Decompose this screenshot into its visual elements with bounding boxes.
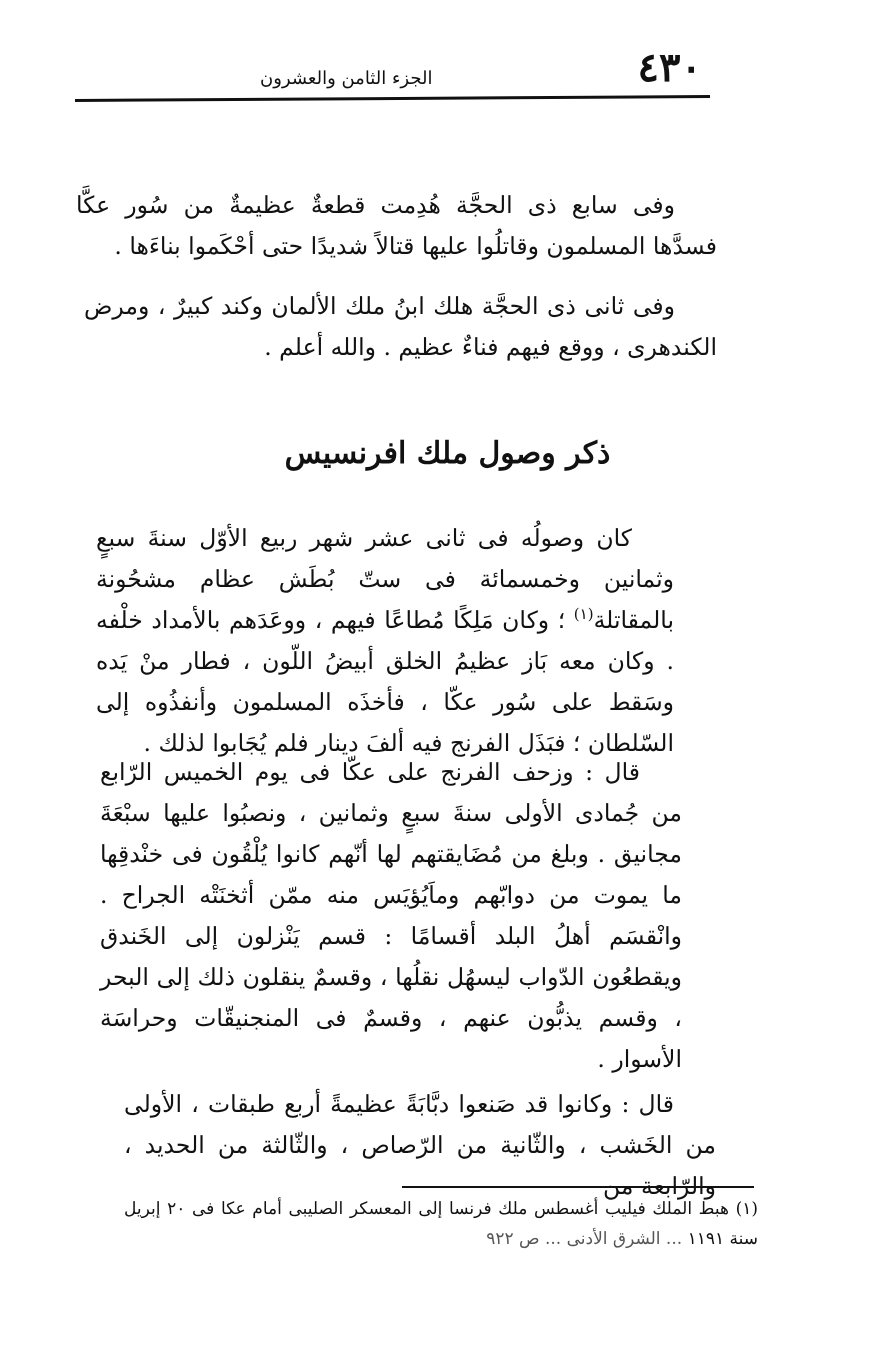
header-rule [75,95,710,102]
footnote-reference[interactable]: (١) [573,605,594,624]
footnote-text-a: هبط الملك فيليب أغسطس ملك فرنسا إلى المعسكر الصليبى أمام عكا فى ٢٠ إبريل سنة [124,1199,758,1249]
paragraph-3-text-a: كان وصولُه فى ثانى عشر شهر ربيع الأوّل سنةَ سبعٍ وثمانين وخمسمائة فى ستّ بُطَش عظام مشحُونة بالمقاتلة [96,524,674,634]
page-header [75,44,710,112]
paragraph-1-text: وفى سابع ذى الحجَّة هُدِمت قطعةٌ عظيمةٌ من سُور عكَّا فسدَّها المسلمون وقاتلُوا عليها قتالاً شديدًا حتى أحْكَموا بناءَها . [76,191,717,260]
footnote-rule [402,1186,754,1188]
section-title: ذكر وصول ملك افرنسيس [284,436,611,471]
footnote-marker: (١) [735,1199,758,1219]
paragraph-1 [76,185,717,267]
paragraph-4-text: قال : وزحف الفرنج على عكّا فى يوم الخميس الرّابع من جُمادى الأولى سنةَ سبعٍ وثمانين ، ونصبُوا عليها سبْعَةَ مجانيق . وبلغ من مُضَايقتهم لها أنّهم كانوا يُلْقُون فى خنْدقِها ما يموت من دوابّهم وماَيُؤيَس منه ممّن أثخنَتْه الجراح . وانْقسَم أهلُ البلد أقسامًا : قسم يَنْزلون إلى الخَندق ويقطعُون الدّواب ليسهُل نقلُها ، وقسمٌ ينقلون ذلك إلى البحر ، وقسم يذبُّون عنهم ، وقسمٌ فى المنجنيقّات وحراسَة الأسوار . [100,758,682,1073]
paragraph-5 [124,1084,716,1207]
paragraph-4 [100,752,682,1080]
paragraph-3 [96,518,674,764]
page-number: ٤٣٠ [637,44,702,91]
footnote-year: ١١٩١ [687,1229,725,1249]
paragraph-2-text: وفى ثانى ذى الحجَّة هلك ابنُ ملك الألمان وكند كبيرٌ ، ومرض الكندهرى ، ووقع فيهم فناءٌ عظيم . والله أعلم . [84,292,717,361]
footnote [124,1194,758,1254]
footnote-text-c: ... الشرق الأدنى ... ص ٩٢٢ [486,1229,688,1249]
paragraph-5-text: قال : وكانوا قد صَنعوا دبَّابَةً عظيمةً أربع طبقات ، الأولى من الخَشب ، والثّانية من الرّصاص ، والثّالثة من الحديد ، والرّابعة من [124,1090,716,1200]
paragraph-3-text-b: ؛ وكان مَلِكًا مُطاعًا فيهم ، ووعَدَهم بالأمداد خلْفه . وكان معه بَاز عظيمُ الخلق أبيضُ اللّون ، فطار منْ يَده وسَقط على سُور عكّا ، فأخذَه المسلمون وأنفذُوه إلى السّلطان ؛ فبَذَل الفرنج فيه ألفَ دينار فلم يُجَابوا لذلك . [96,606,674,757]
paragraph-2 [84,286,717,368]
running-title: الجزء الثامن والعشرون [260,68,433,89]
